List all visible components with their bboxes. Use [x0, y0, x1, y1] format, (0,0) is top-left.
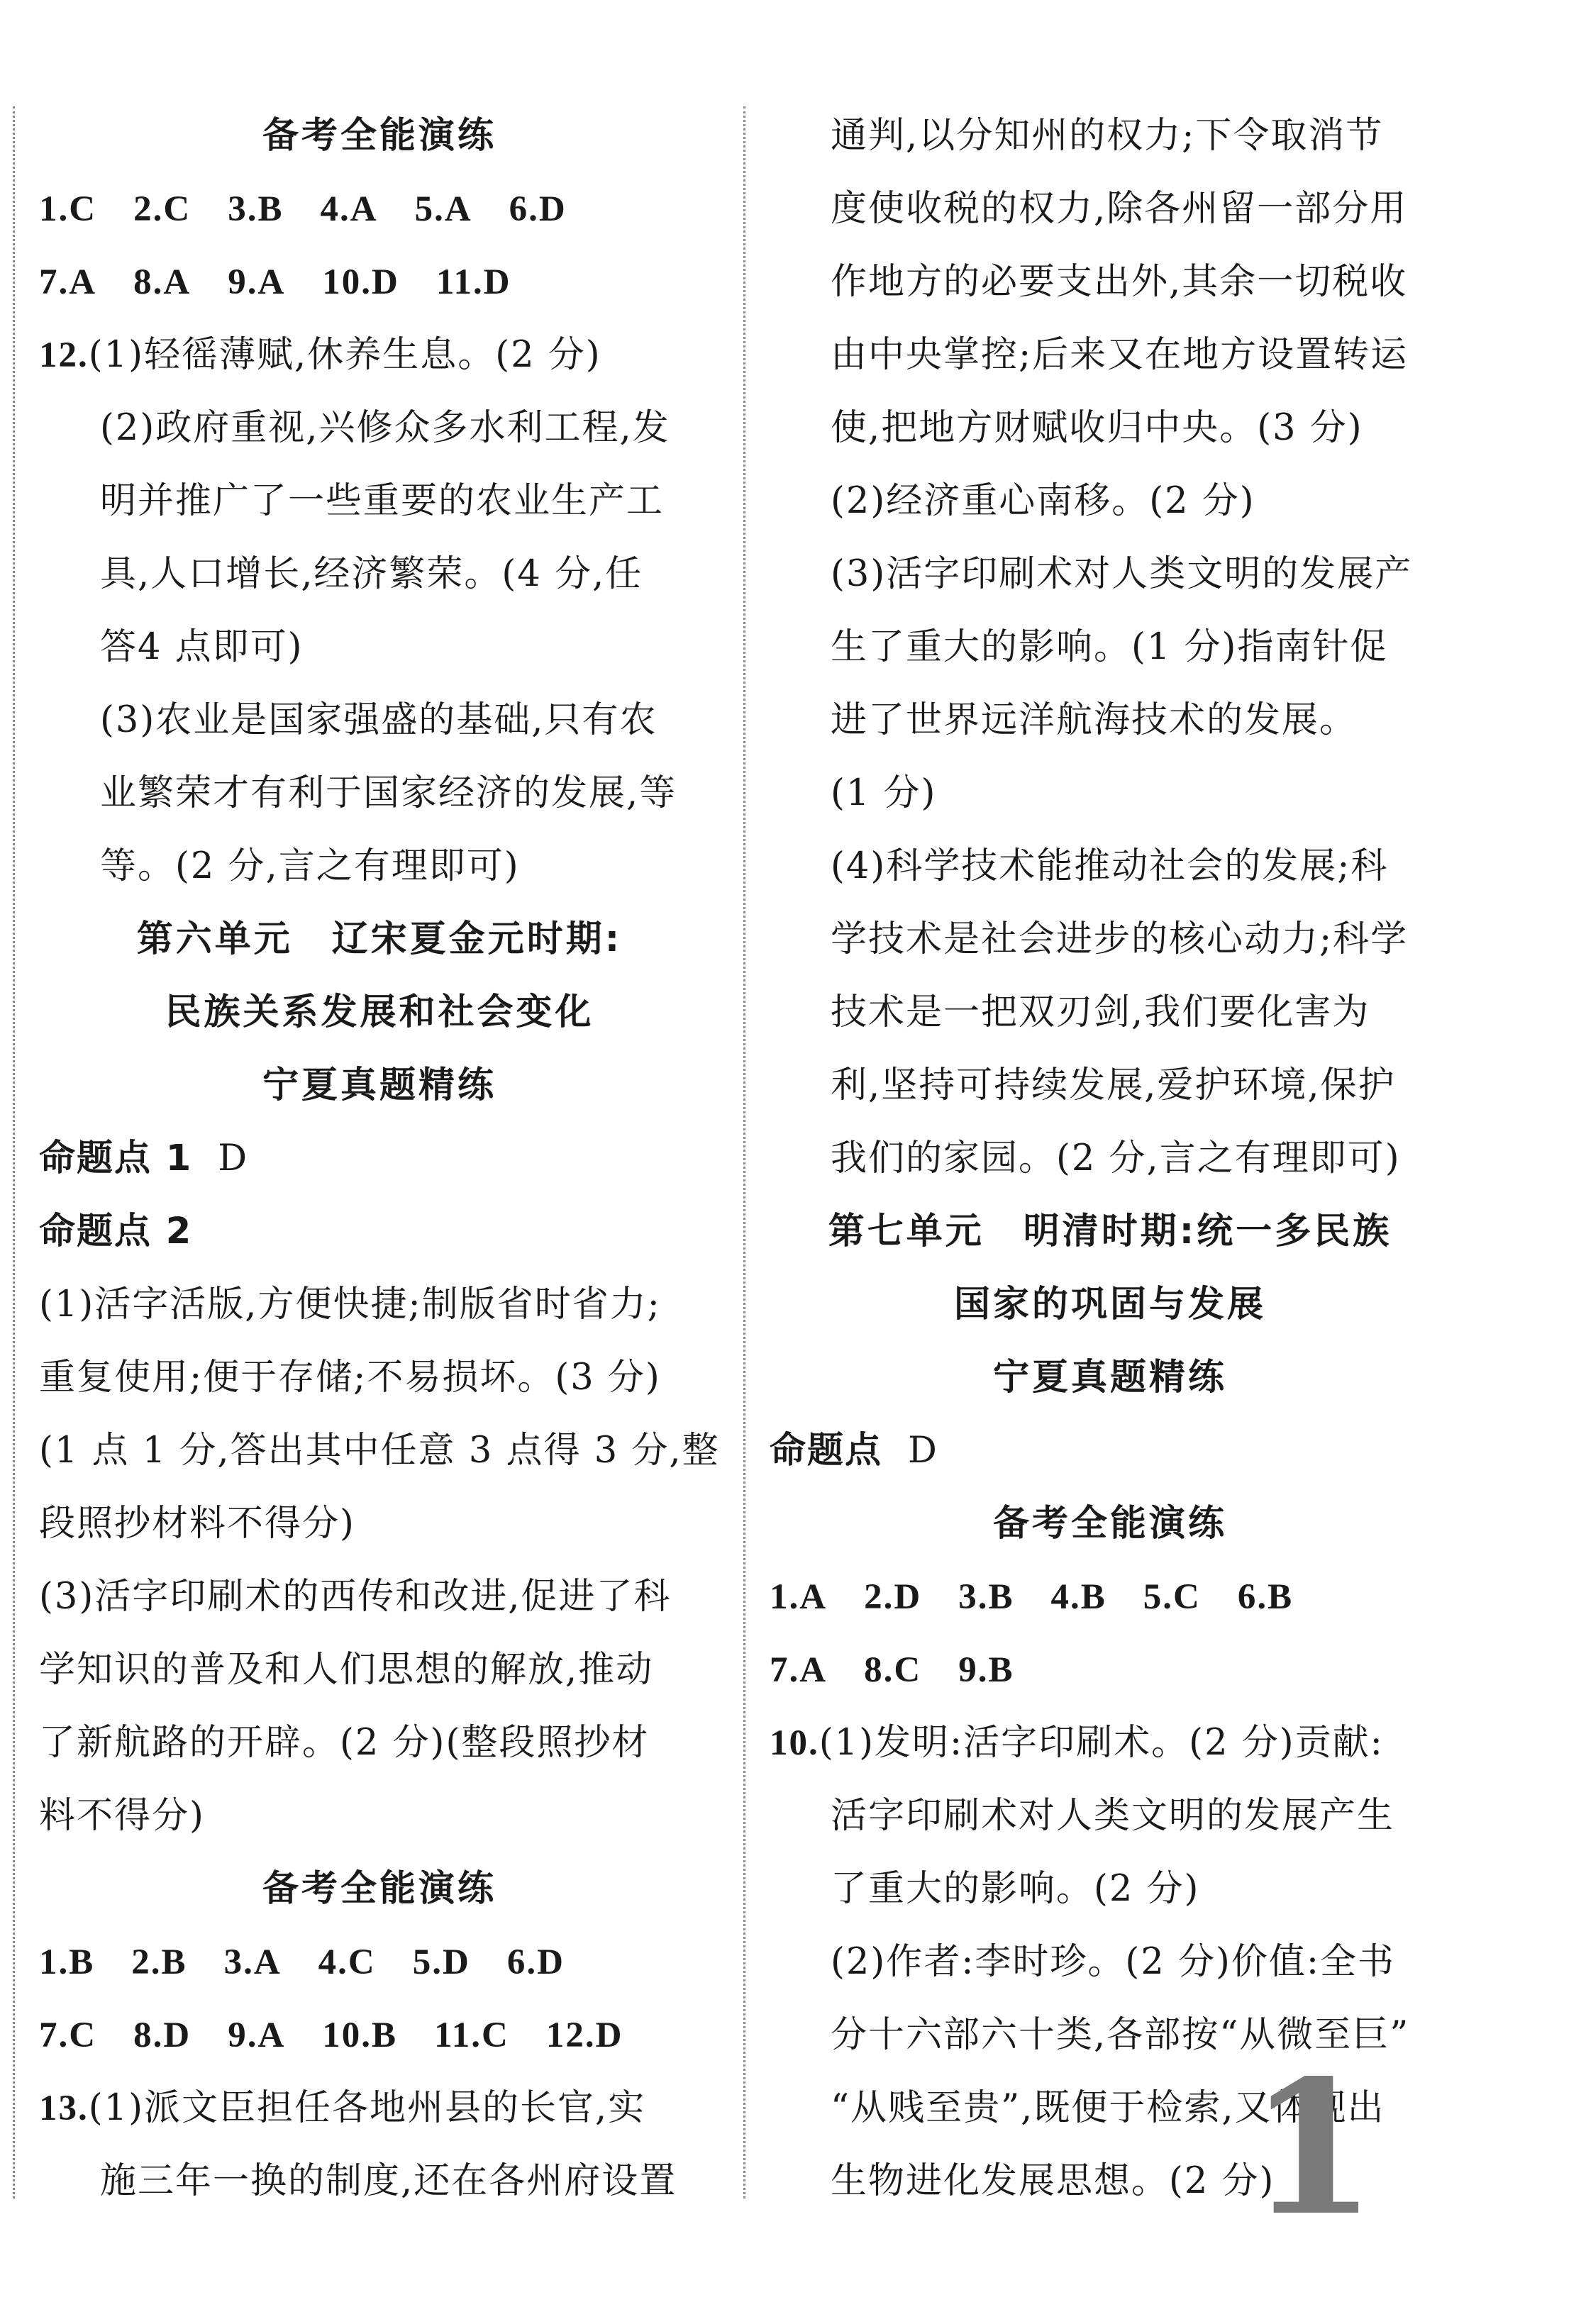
page-number: 1 [1248, 2040, 1377, 2257]
section-heading: 民族关系发展和社会变化 [165, 991, 594, 1033]
answer-item: 4.B [1050, 1577, 1106, 1617]
answer-item: 12.D [545, 2016, 623, 2055]
column-divider [743, 106, 745, 2198]
answer-item: 10.D [322, 262, 399, 302]
section-heading: 备考全能演练 [262, 115, 497, 157]
answer-line: 料不得分) [39, 1795, 205, 1837]
answer-item: 3.B [228, 189, 284, 229]
section-heading: 备考全能演练 [262, 1868, 497, 1910]
answer-item: 7.A [39, 262, 97, 302]
answer-line: 作地方的必要支出外,其余一切税收 [831, 261, 1408, 303]
section-heading: 国家的巩固与发展 [953, 1284, 1266, 1325]
answer-line: 技术是一把双刃剑,我们要化害为 [831, 991, 1370, 1033]
answer-item: 6.D [506, 1942, 565, 1982]
answer-item: 3.A [223, 1942, 282, 1982]
answer-item: 5.A [414, 189, 472, 229]
answer-row [770, 1560, 1450, 1633]
answer-item: 8.A [133, 262, 192, 302]
answer-line: (2)政府重视,兴修众多水利工程,发 [100, 407, 670, 449]
proposition-answer: D [218, 1138, 249, 1179]
answer-line: 分十六部六十类,各部按“从微至巨” [831, 2014, 1410, 2056]
answer-item: 11.D [436, 262, 511, 302]
question-number: 12. [39, 335, 89, 375]
answer-line: 通判,以分知州的权力;下令取消节 [831, 115, 1384, 157]
answer-item: 8.D [133, 2016, 192, 2055]
question-number: 13. [39, 2089, 89, 2128]
section-heading: 宁夏真题精练 [262, 1064, 497, 1106]
answer-item: 2.D [864, 1577, 922, 1617]
right-column [770, 99, 1450, 2218]
answer-line: 等。(2 分,言之有理即可) [100, 845, 520, 887]
answer-line: 了重大的影响。(2 分) [831, 1868, 1200, 1910]
proposition-label: 命题点 [770, 1430, 883, 1472]
proposition-point [770, 1414, 1450, 1487]
answer-row [39, 1925, 720, 1998]
answer-text: (1)轻徭薄赋,休养生息。(2 分) [88, 334, 601, 376]
answer-line: (1)活字活版,方便快捷;制版省时省力; [39, 1284, 661, 1325]
question-answer [39, 318, 720, 391]
proposition-point [39, 1122, 720, 1195]
answer-item: 7.C [39, 2016, 97, 2055]
left-column [39, 99, 720, 2218]
answer-item: 4.A [320, 189, 378, 229]
answer-line: (4)科学技术能推动社会的发展;科 [831, 845, 1389, 887]
answer-line: 施三年一换的制度,还在各州府设置 [100, 2160, 677, 2202]
answer-line: 使,把地方财赋收归中央。(3 分) [831, 407, 1363, 449]
answer-text: (1)派文臣担任各地州县的长官,实 [88, 2087, 646, 2129]
section-heading: 第六单元 辽宋夏金元时期: [136, 918, 623, 960]
answer-line: 段照抄材料不得分) [39, 1503, 355, 1545]
proposition-answer: D [908, 1430, 938, 1472]
answer-line: 重复使用;便于存储;不易损坏。(3 分) [39, 1357, 661, 1399]
answer-item: 2.C [133, 189, 192, 229]
answer-line: 生物进化发展思想。(2 分) [831, 2160, 1275, 2202]
answer-line: 学技术是社会进步的核心动力;科学 [831, 918, 1409, 960]
answer-item: 9.B [958, 1650, 1014, 1690]
answer-row [39, 172, 720, 245]
answer-item: 4.C [318, 1942, 376, 1982]
answer-line: (1 点 1 分,答出其中任意 3 点得 3 分,整 [39, 1430, 720, 1472]
answer-item: 8.C [864, 1650, 922, 1690]
question-answer [770, 1706, 1450, 1779]
answer-line: 了新航路的开辟。(2 分)(整段照抄材 [39, 1722, 650, 1764]
answer-row [39, 1998, 720, 2072]
answer-item: 1.B [39, 1942, 95, 1982]
proposition-label: 命题点 2 [39, 1211, 193, 1252]
answer-line: (3)活字印刷术对人类文明的发展产 [831, 553, 1413, 595]
answer-line: 生了重大的影响。(1 分)指南针促 [831, 626, 1388, 668]
answer-line: (2)经济重心南移。(2 分) [831, 480, 1255, 522]
answer-item: 6.B [1237, 1577, 1294, 1617]
answer-line: (3)农业是国家强盛的基础,只有农 [100, 699, 658, 741]
answer-line: 明并推广了一些重要的农业生产工 [100, 480, 665, 522]
answer-line: 我们的家园。(2 分,言之有理即可) [831, 1138, 1401, 1179]
proposition-label: 命题点 1 [39, 1138, 193, 1179]
answer-item: 2.B [131, 1942, 187, 1982]
answer-item: 3.B [958, 1577, 1014, 1617]
proposition-point [39, 1195, 720, 1268]
answer-line: 由中央掌控;后来又在地方设置转运 [831, 334, 1409, 376]
answer-item: 7.A [770, 1650, 828, 1690]
answer-item: 9.A [228, 262, 286, 302]
answer-line: 进了世界远洋航海技术的发展。 [831, 699, 1358, 741]
answer-item: 9.A [228, 2016, 286, 2055]
question-number: 10. [770, 1723, 819, 1763]
answer-row [770, 1633, 1450, 1706]
answer-line: 具,人口增长,经济繁荣。(4 分,任 [100, 553, 643, 595]
answer-line: (1 分) [831, 772, 937, 814]
answer-row [39, 245, 720, 318]
answer-line: 利,坚持可持续发展,爱护环境,保护 [831, 1064, 1396, 1106]
answer-line: (2)作者:李时珍。(2 分)价值:全书 [831, 1941, 1396, 1983]
answer-line: 答4 点即可) [100, 626, 304, 668]
question-answer [39, 2072, 720, 2145]
answer-item: 1.A [770, 1577, 828, 1617]
answer-item: 10.B [322, 2016, 398, 2055]
answer-item: 11.C [434, 2016, 509, 2055]
section-heading: 备考全能演练 [992, 1503, 1227, 1545]
section-heading: 第七单元 明清时期:统一多民族 [828, 1211, 1392, 1252]
answer-item: 6.D [509, 189, 567, 229]
answer-line: “从贱至贵”,既便于检索,又体现出 [831, 2087, 1385, 2129]
answer-line: 活字印刷术对人类文明的发展产生 [831, 1795, 1395, 1837]
section-heading: 宁夏真题精练 [992, 1357, 1227, 1399]
left-margin-divider [13, 106, 15, 2198]
answer-line: (3)活字印刷术的西传和改进,促进了科 [39, 1576, 672, 1618]
answer-line: 业繁荣才有利于国家经济的发展,等 [100, 772, 677, 814]
answer-item: 5.C [1143, 1577, 1201, 1617]
answer-text: (1)发明:活字印刷术。(2 分)贡献: [819, 1722, 1384, 1764]
answer-line: 度使收税的权力,除各州留一部分用 [831, 188, 1408, 230]
answer-item: 5.D [412, 1942, 470, 1982]
answer-item: 1.C [39, 189, 97, 229]
answer-line: 学知识的普及和人们思想的解放,推动 [39, 1649, 654, 1691]
